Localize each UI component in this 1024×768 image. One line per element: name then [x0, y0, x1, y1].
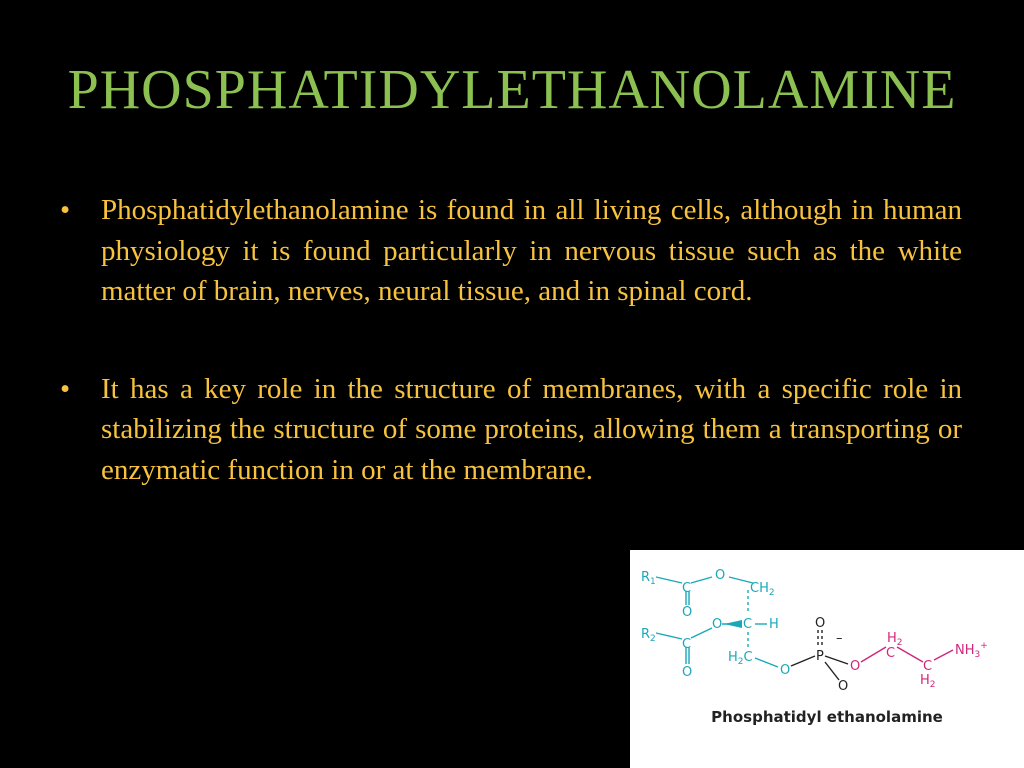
oxygen-label: O — [715, 568, 726, 583]
carbon-label: C — [682, 581, 692, 596]
slide-title: PHOSPHATIDYLETHANOLAMINE — [67, 59, 957, 121]
r1-label: $R_1$ — [641, 570, 656, 587]
figure-caption: Phosphatidyl ethanolamine — [711, 708, 943, 726]
bullet-icon: • — [60, 372, 71, 405]
bullet-text: It has a key role in the structure of membranes, with a specific role in stabilizing the structure of some proteins, allowing them a transporting or enzymatic function in or at the membrane. — [101, 372, 962, 486]
r2-label: $R_2$ — [641, 627, 656, 644]
ammonium-label: $NH_3^+$ — [955, 641, 988, 660]
h2c-label: $H_2C$ — [728, 650, 753, 667]
oxygen-label: O — [780, 663, 791, 678]
h2-label: $H_2$ — [887, 631, 903, 648]
bullet-icon: • — [60, 194, 71, 226]
structure-figure — [630, 550, 1024, 768]
carbon-label: C — [923, 659, 933, 674]
phosphate-double-bond — [818, 630, 822, 647]
bullet-list — [60, 190, 962, 490]
carbonyl-oxygen-label: O — [682, 605, 693, 620]
oxygen-label: O — [712, 617, 723, 632]
ch2-label: $CH_2$ — [750, 581, 775, 598]
carbon-label: C — [682, 637, 692, 652]
bullet-item — [60, 190, 962, 312]
bullet-text: Phosphatidylethanolamine is found in all living cells, although in human physiology it is found particularly in nervous tissue such as the white matter of brain, nerves, neural tissue, and in spinal cord. — [101, 194, 962, 307]
wedge-bond — [724, 620, 742, 628]
oxygen-label: O — [838, 679, 849, 694]
charge-minus-label: – — [836, 631, 843, 646]
phosphorus-label: P — [816, 649, 824, 664]
carbon-label: C — [743, 617, 753, 632]
ester-oxygen-label: O — [850, 659, 861, 674]
chemical-structure-diagram — [630, 550, 1024, 710]
hydrogen-label: H — [769, 617, 779, 632]
bullet-item — [60, 369, 962, 491]
carbon-label: C — [886, 646, 896, 661]
phosphoryl-oxygen-label: O — [815, 616, 826, 631]
h2-label: $H_2$ — [920, 673, 936, 690]
carbonyl-oxygen-label: O — [682, 665, 693, 680]
ethanolamine-bonds — [861, 647, 953, 662]
